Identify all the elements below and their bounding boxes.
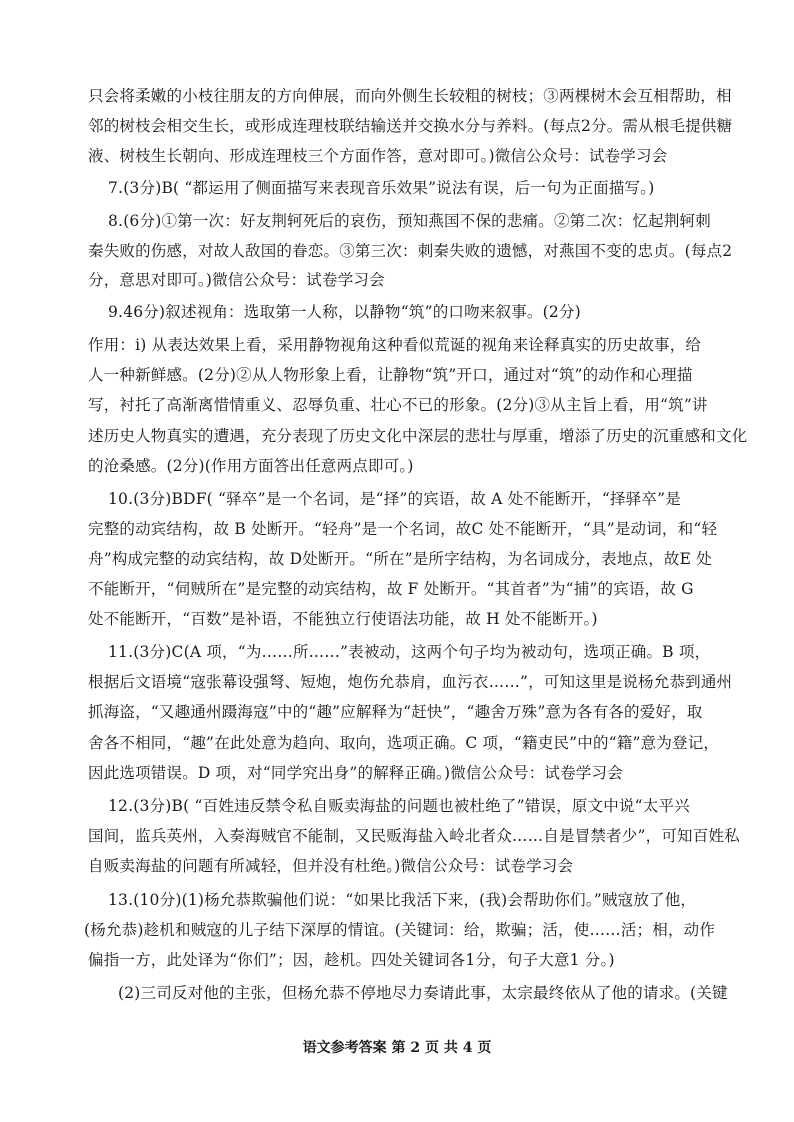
text-line: 秦失败的伤感，对故人敌国的眷恋。③第三次：刺秦失败的遗憾，对燕国不变的忠贞。(每点2: [88, 242, 733, 260]
text-line: 因此选项错误。D 项，对“同学究出身”的解释正确。)微信公众号：试卷学习会: [88, 764, 623, 782]
text-line: 的沧桑感。(2分)(作用方面答出任意两点即可。): [88, 457, 414, 475]
page-footer: 语文参考答案 第 2 页 共 4 页: [302, 1040, 492, 1056]
text-line: 9.46分)叙述视角：选取第一人称，以静物“筑”的口吻来叙事。(2分): [108, 303, 581, 321]
text-line: 舟”构成完整的动宾结构，故 D处断开。“所在”是所字结构，为名词成分，表地点，故E 处: [88, 550, 712, 568]
text-line: 邻的树枝会相交生长，或形成连理枝联结输送并交换水分与养料。(每点2分。需从根毛提供糖: [88, 117, 733, 135]
text-line: 完整的动宾结构，故 B 处断开。“轻舟”是一个名词，故C 处不能断开，“具”是动词，和“轻: [88, 520, 718, 538]
text-line: 12.(3分)B( “百姓违反禁令私自贩卖海盐的问题也被杜绝了”错误，原文中说“太平兴: [108, 797, 690, 815]
text-line: 偏指一方，此处译为“你们”；因，趁机。四处关键词各1分，句子大意1 分。): [88, 951, 615, 969]
text-line: 根据后文语境“寇张幕设强弩、短炮，炮伤允恭肩，血污衣……”，可知这里是说杨允恭到通州: [88, 673, 733, 691]
text-line: 8.(6分)①第一次：好友荆轲死后的哀伤，预知燕国不保的悲痛。②第二次：忆起荆轲刺: [108, 212, 711, 230]
text-line: 述历史人物真实的遭遇，充分表现了历史文化中深层的悲壮与厚重，增添了历史的沉重感和文化: [88, 427, 748, 445]
text-line: (杨允恭)趁机和贼寇的儿子结下深厚的情谊。(关键词：给，欺骗；活，使……活；相，动作: [84, 921, 716, 939]
text-line: 分，意思对即可。)微信公众号：试卷学习会: [88, 271, 385, 289]
text-line: 舍各不相同，“趣”在此处意为趋向、取向，选项正确。C 项，“籍吏民”中的“籍”意为登记，: [88, 734, 720, 752]
text-line: 国间，监兵英州，入奏海贼官不能制，又民贩海盐入岭北者众……自是冒禁者少”，可知百姓私: [88, 827, 740, 845]
text-line: 处不能断开，“百数”是补语，不能独立行使语法功能，故 H 处不能断开。): [88, 610, 598, 628]
text-line: 只会将柔嫩的小枝往朋友的方向伸展，而向外侧生长较粗的树枝；③两棵树木会互相帮助，相: [88, 87, 732, 105]
text-line: 作用：i) 从表达效果上看，采用静物视角这种看似荒诞的视角来诠释真实的历史故事，给: [88, 336, 702, 354]
text-line: 液、树枝生长朝向、形成连理枝三个方面作答，意对即可。)微信公众号：试卷学习会: [88, 147, 668, 165]
text-line: 13.(10分)(1)杨允恭欺骗他们说：“如果比我活下来，(我)会帮助你们。”贼寇放了他，: [108, 891, 697, 909]
text-line: (2)三司反对他的主张，但杨允恭不停地尽力奏请此事，太宗最终依从了他的请求。(关键: [118, 984, 728, 1002]
text-line: 10.(3分)BDF( “驿卒”是一个名词，是“择”的宾语，故 A 处不能断开，“择驿卒”是: [108, 490, 681, 508]
text-line: 人一种新鲜感。(2分)②从人物形象上看，让静物“筑”开口，通过对“筑”的动作和心理描: [88, 366, 693, 384]
text-line: 写，衬托了高渐离惜情重义、忍辱负重、壮心不已的形象。(2分)③从主旨上看，用“筑”讲: [88, 396, 708, 414]
text-line: 自贩卖海盐的问题有所减轻，但并没有杜绝。)微信公众号：试卷学习会: [88, 857, 574, 875]
text-line: 7.(3分)B( “都运用了侧面描写来表现音乐效果”说法有误，后一句为正面描写。): [108, 179, 655, 197]
text-line: 11.(3分)C(A 项，“为……所……”表被动，这两个句子均为被动句，选项正确。B 项，: [108, 643, 711, 661]
text-line: 抓海盗，“又趣通州蹑海寇”中的“趣”应解释为“赶快”，“趣舍万殊”意为各有各的爱好，取: [88, 703, 703, 721]
text-line: 不能断开，“伺贼所在”是完整的动宾结构，故 F 处断开。“其首者”为“捕”的宾语，故 G: [88, 580, 694, 598]
